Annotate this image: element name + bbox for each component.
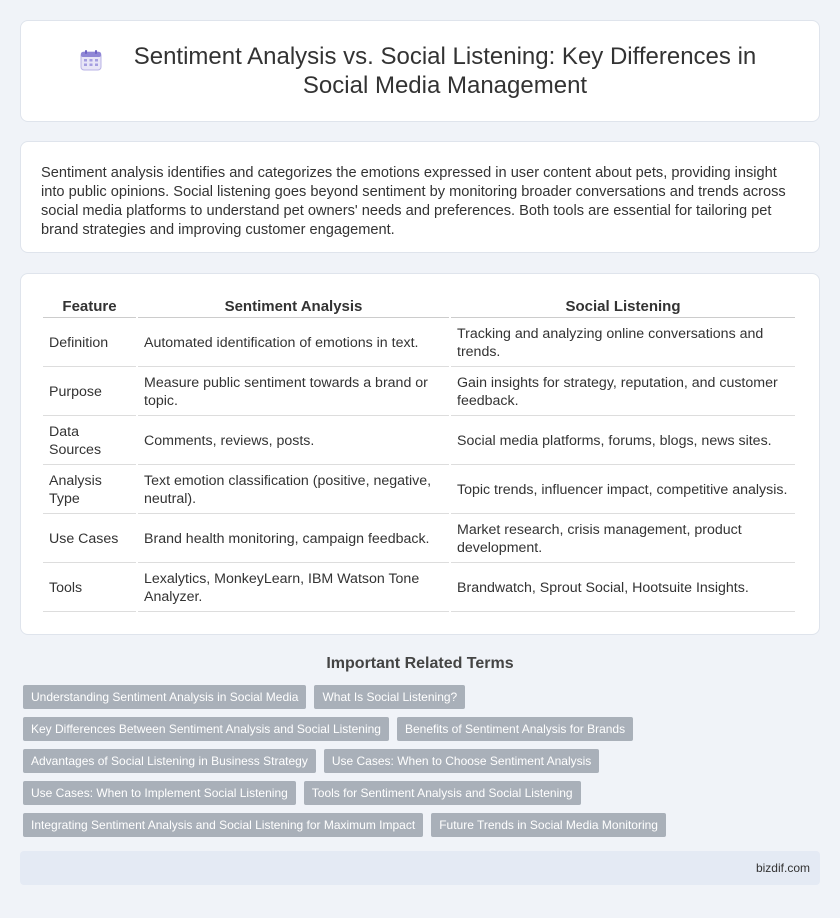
cell-feature: Analysis Type bbox=[43, 467, 136, 514]
cell-sentiment-analysis: Automated identification of emotions in text. bbox=[138, 320, 449, 367]
cell-feature: Data Sources bbox=[43, 418, 136, 465]
related-terms-tags bbox=[0, 685, 840, 837]
calendar-icon bbox=[79, 48, 103, 72]
cell-feature: Use Cases bbox=[43, 516, 136, 563]
related-term-tag[interactable]: Use Cases: When to Choose Sentiment Analysis bbox=[324, 749, 599, 773]
cell-social-listening: Tracking and analyzing online conversations and trends. bbox=[451, 320, 795, 367]
table-row bbox=[43, 418, 795, 465]
related-term-tag[interactable]: Future Trends in Social Media Monitoring bbox=[431, 813, 666, 837]
cell-feature: Tools bbox=[43, 565, 136, 612]
table-row bbox=[43, 565, 795, 612]
cell-feature: Purpose bbox=[43, 369, 136, 416]
page-title: Sentiment Analysis vs. Social Listening: Key Differences in Social Media Management bbox=[133, 43, 757, 99]
intro-card bbox=[20, 141, 820, 253]
title-wrap bbox=[51, 42, 789, 100]
cell-sentiment-analysis: Lexalytics, MonkeyLearn, IBM Watson Tone Analyzer. bbox=[138, 565, 449, 612]
related-term-tag[interactable]: Advantages of Social Listening in Business Strategy bbox=[23, 749, 316, 773]
header-social-listening: Social Listening bbox=[451, 296, 795, 318]
related-term-tag[interactable]: Understanding Sentiment Analysis in Social Media bbox=[23, 685, 306, 709]
cell-social-listening: Topic trends, influencer impact, competitive analysis. bbox=[451, 467, 795, 514]
cell-sentiment-analysis: Measure public sentiment towards a brand or topic. bbox=[138, 369, 449, 416]
table-row bbox=[43, 320, 795, 367]
footer-site-name: bizdif.com bbox=[755, 861, 810, 875]
related-term-tag[interactable]: Use Cases: When to Implement Social Listening bbox=[23, 781, 296, 805]
related-term-tag[interactable]: Benefits of Sentiment Analysis for Brands bbox=[397, 717, 633, 741]
comparison-table-card bbox=[20, 273, 820, 635]
related-terms-title: Important Related Terms bbox=[326, 655, 514, 672]
cell-social-listening: Brandwatch, Sprout Social, Hootsuite Insights. bbox=[451, 565, 795, 612]
cell-sentiment-analysis: Comments, reviews, posts. bbox=[138, 418, 449, 465]
intro-paragraph: Sentiment analysis identifies and categorizes the emotions expressed in user content about pets, providing insight into public opinions. Social listening goes beyond sentiment by monitoring broader conversations and trends across social media platforms to understand pet owners' needs and preferences. Both tools are essential for tailoring pet brand strategies and improving customer engagement. bbox=[41, 165, 786, 238]
related-terms-section bbox=[0, 655, 840, 837]
table-header-row bbox=[43, 296, 795, 318]
footer bbox=[20, 851, 820, 885]
cell-sentiment-analysis: Text emotion classification (positive, negative, neutral). bbox=[138, 467, 449, 514]
related-term-tag[interactable]: What Is Social Listening? bbox=[314, 685, 465, 709]
related-term-tag[interactable]: Tools for Sentiment Analysis and Social Listening bbox=[304, 781, 581, 805]
title-card bbox=[20, 20, 820, 122]
cell-social-listening: Gain insights for strategy, reputation, and customer feedback. bbox=[451, 369, 795, 416]
cell-sentiment-analysis: Brand health monitoring, campaign feedback. bbox=[138, 516, 449, 563]
cell-social-listening: Market research, crisis management, product development. bbox=[451, 516, 795, 563]
table-row bbox=[43, 516, 795, 563]
table-row bbox=[43, 369, 795, 416]
table-row bbox=[43, 467, 795, 514]
related-term-tag[interactable]: Key Differences Between Sentiment Analysis and Social Listening bbox=[23, 717, 389, 741]
related-term-tag[interactable]: Integrating Sentiment Analysis and Social Listening for Maximum Impact bbox=[23, 813, 423, 837]
header-feature: Feature bbox=[43, 296, 136, 318]
cell-social-listening: Social media platforms, forums, blogs, news sites. bbox=[451, 418, 795, 465]
comparison-table bbox=[41, 294, 797, 614]
cell-feature: Definition bbox=[43, 320, 136, 367]
header-sentiment-analysis: Sentiment Analysis bbox=[138, 296, 449, 318]
